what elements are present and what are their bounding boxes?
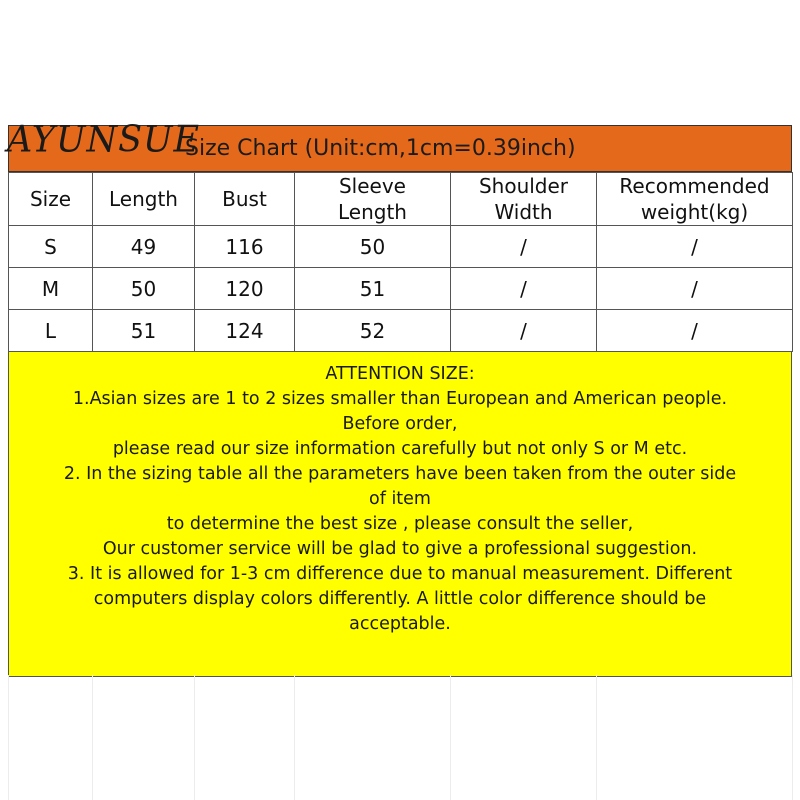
notice-line: Before order, (342, 414, 458, 434)
notice-line: acceptable. (349, 614, 451, 634)
notice-line: 1.Asian sizes are 1 to 2 sizes smaller than European and American people. (72, 389, 728, 409)
cell-bust: 124 (195, 310, 295, 352)
cell-bust: 116 (195, 226, 295, 268)
column-header-shoulder-width: Shoulder Width (451, 173, 597, 226)
faint-grid-lines (0, 675, 800, 800)
cell-size: S (9, 226, 93, 268)
chart-header (7, 119, 792, 172)
size-chart (7, 119, 792, 677)
header-row (9, 173, 793, 226)
cell-shoulder-width: / (451, 226, 597, 268)
cell-recommended-weight: / (597, 268, 793, 310)
notice-heading: ATTENTION SIZE: (325, 364, 475, 384)
cell-shoulder-width: / (451, 268, 597, 310)
cell-bust: 120 (195, 268, 295, 310)
chart-title: Size Chart (Unit:cm,1cm=0.39inch) (185, 136, 576, 161)
column-header-sleeve-length: Sleeve Length (295, 173, 451, 226)
notice-line: Our customer service will be glad to give a professional suggestion. (102, 539, 698, 559)
cell-recommended-weight: / (597, 226, 793, 268)
cell-length: 49 (93, 226, 195, 268)
table-row (9, 268, 793, 310)
column-header-recommended-weight: Recommended weight(kg) (597, 173, 793, 226)
cell-length: 51 (93, 310, 195, 352)
notice-line: please read our size information carefully but not only S or M etc. (112, 439, 688, 459)
notice-line: to determine the best size , please consult the seller, (166, 514, 634, 534)
attention-notice (8, 352, 792, 677)
column-header-bust: Bust (195, 173, 295, 226)
cell-length: 50 (93, 268, 195, 310)
size-table (8, 172, 793, 352)
notice-line: of item (369, 489, 431, 509)
table-row (9, 226, 793, 268)
table-row (9, 310, 793, 352)
cell-size: M (9, 268, 93, 310)
brand-logo: AYUNSUE (7, 119, 201, 161)
cell-sleeve-length: 50 (295, 226, 451, 268)
cell-size: L (9, 310, 93, 352)
cell-sleeve-length: 51 (295, 268, 451, 310)
cell-sleeve-length: 52 (295, 310, 451, 352)
notice-line: 2. In the sizing table all the parameters have been taken from the outer side (63, 464, 737, 484)
column-header-size: Size (9, 173, 93, 226)
notice-line: computers display colors differently. A little color difference should be (93, 589, 707, 609)
column-header-length: Length (93, 173, 195, 226)
notice-line: 3. It is allowed for 1-3 cm difference due to manual measurement. Different (67, 564, 733, 584)
cell-shoulder-width: / (451, 310, 597, 352)
cell-recommended-weight: / (597, 310, 793, 352)
